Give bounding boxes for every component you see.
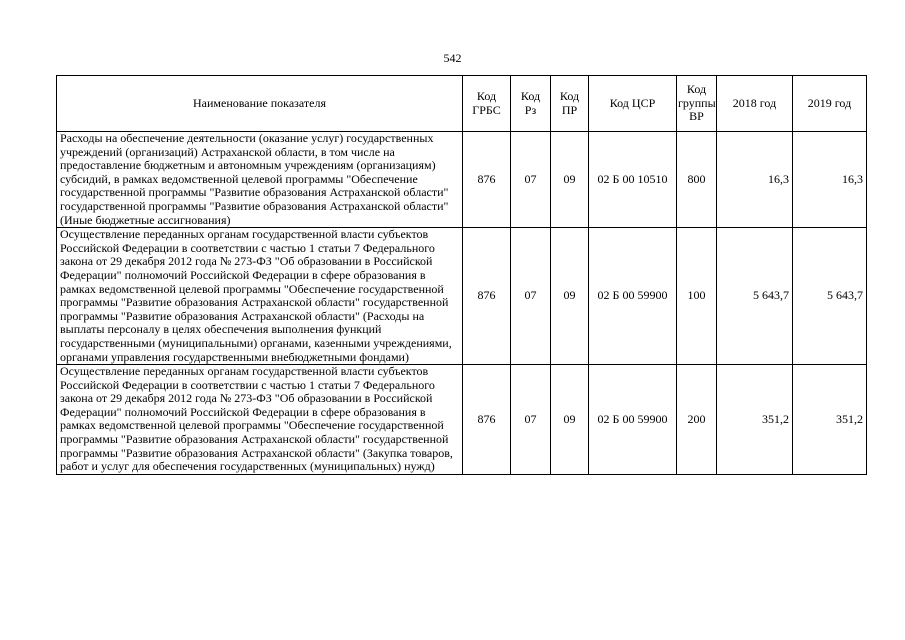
header-csr: Код ЦСР — [589, 76, 677, 132]
row-name: Осуществление переданных органам государственной власти субъектов Российской Федерации в соответствии с частью 1 статьи 7 Федерального закона от 29 декабря 2012 года № 273-ФЗ "Об образовании в Российской Федерации" полномочий Российской Федерации в сфере образования в рамках ведомственной целевой программы "Обеспечение государственной программы "Развитие образования Астраханской области" государственной программы "Развитие образования Астраханской области" (Расходы на выплаты персоналу в целях обеспечения выполнения функций государственными (муниципальными) органами, казенными учреждениями, органами управления государственными внебюджетными фондами) — [57, 228, 463, 365]
table-row — [57, 365, 867, 475]
header-grbs-line-2: ГРБС — [472, 102, 501, 117]
row-rz: 07 — [511, 228, 551, 365]
table-row — [57, 132, 867, 228]
header-pr-line-2: ПР — [561, 102, 578, 117]
row-name: Расходы на обеспечение деятельности (оказание услуг) государственных учреждений (организаций) Астраханской области, в том числе на предоставление бюджетным и автономным учреждениям (организациям) субсидий, в рамках ведомственной целевой программы "Обеспечение государственной программы "Развитие образования Астраханской области" государственной программы "Развитие образования Астраханской области" (Иные бюджетные ассигнования) — [57, 132, 463, 228]
header-vr-line-3: ВР — [689, 109, 704, 124]
row-vr: 100 — [677, 228, 717, 365]
row-2018: 16,3 — [717, 132, 793, 228]
row-2019: 16,3 — [793, 132, 867, 228]
row-pr: 09 — [551, 365, 589, 475]
row-rz: 07 — [511, 132, 551, 228]
row-csr: 02 Б 00 59900 — [589, 228, 677, 365]
header-2018: 2018 год — [717, 76, 793, 132]
header-rz-line-1: Код — [520, 88, 541, 103]
header-grbs — [463, 76, 511, 132]
row-vr: 800 — [677, 132, 717, 228]
table-header — [57, 76, 867, 132]
header-vr-line-1: Код — [686, 82, 707, 97]
page-number: 542 — [443, 51, 462, 65]
row-2018: 5 643,7 — [717, 228, 793, 365]
row-2019: 5 643,7 — [793, 228, 867, 365]
table-body — [57, 132, 867, 475]
header-2019: 2019 год — [793, 76, 867, 132]
row-vr: 200 — [677, 365, 717, 475]
header-vr-line-2: группы — [678, 95, 716, 110]
header-rz-line-2: Рз — [524, 102, 537, 117]
row-pr: 09 — [551, 228, 589, 365]
row-2018: 351,2 — [717, 365, 793, 475]
row-name: Осуществление переданных органам государственной власти субъектов Российской Федерации в соответствии с частью 1 статьи 7 Федерального закона от 29 декабря 2012 года № 273-ФЗ "Об образовании в Российской Федерации" полномочий Российской Федерации в сфере образования в рамках ведомственной целевой программы "Обеспечение государственной программы "Развитие образования Астраханской области" государственной программы "Развитие образования Астраханской области" (Закупка товаров, работ и услуг для обеспечения государственных (муниципальных) нужд) — [57, 365, 463, 475]
header-vr — [677, 76, 717, 132]
row-rz: 07 — [511, 365, 551, 475]
header-pr-line-1: Код — [559, 88, 580, 103]
row-csr: 02 Б 00 10510 — [589, 132, 677, 228]
row-2019: 351,2 — [793, 365, 867, 475]
row-grbs: 876 — [463, 228, 511, 365]
row-grbs: 876 — [463, 365, 511, 475]
header-name: Наименование показателя — [57, 76, 463, 132]
header-pr — [551, 76, 589, 132]
row-grbs: 876 — [463, 132, 511, 228]
table-row — [57, 228, 867, 365]
row-pr: 09 — [551, 132, 589, 228]
header-rz — [511, 76, 551, 132]
budget-table — [56, 75, 867, 475]
row-csr: 02 Б 00 59900 — [589, 365, 677, 475]
header-grbs-line-1: Код — [476, 88, 497, 103]
